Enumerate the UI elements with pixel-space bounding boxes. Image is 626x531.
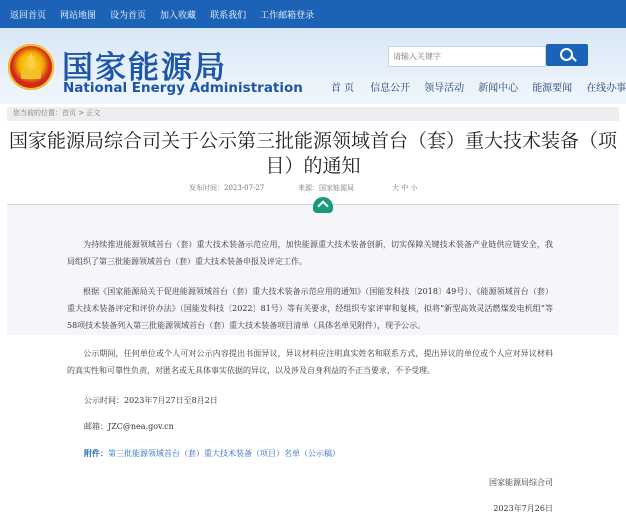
contact-email: 邮箱：JZC@nea.gov.cn (84, 422, 174, 431)
search-box (388, 46, 546, 67)
nav-energy-news[interactable]: 能源要闻 (532, 83, 573, 94)
article-paragraph-3: 公示期间，任何单位或个人可对公示内容提出书面异议，异议材料应注明真实姓名和联系方式，提出异议的单位或个人应对异议材料的真实性和可靠性负责，对匿名或无具体事实依据的异议，以及涉及自身利益的不正当要求，不予受理。 (67, 349, 553, 375)
article-paragraph-1: 为持续推进能源领域首台（套）重大技术装备示范应用，加快能源重大技术装备创新，切实保障关键技术装备产业链供应链安全，我局组织了第三批能源领域首台（套）重大技术装备申报及评定工作。 (67, 240, 553, 266)
national-emblem-icon: ★ (8, 44, 54, 90)
article-source: 来源：国家能源局 (298, 184, 354, 192)
article-title: 国家能源局综合司关于公示第三批能源领域首台（套）重大技术装备（项目）的通知 (8, 130, 617, 177)
site-logo-en: National Energy Administration (63, 80, 303, 96)
breadcrumb-text[interactable]: 您当前的位置：首页 > 正文 (13, 109, 101, 117)
link-set-homepage[interactable]: 设为首页 (110, 10, 147, 21)
link-work-email[interactable]: 工作邮箱登录 (260, 10, 315, 21)
attachment-link[interactable]: 第三批能源领域首台（套）重大技术装备（项目）名单（公示稿） (108, 449, 340, 458)
nav-online-service[interactable]: 在线办事 (586, 83, 626, 94)
attachment-line (84, 448, 340, 459)
sign-date: 2023年7月26日 (493, 504, 553, 513)
chevron-up-icon (317, 200, 328, 211)
breadcrumb (7, 107, 619, 121)
notice-period: 公示时间：2023年7月27日至8月2日 (84, 396, 218, 405)
article-paragraph-2: 根据《国家能源局关于促进能源领域首台（套）重大技术装备示范应用的通知》（国能发科技〔2018〕49号）、《能源领域首台（套）重大技术装备评定和评价办法》（国能发科技〔2022〕81号）等有关要求，经组织专家评审和复核，拟将“新型高效灵活燃煤发电机组”等58项技术装备列入第三批能源领域首台（套）重大技术装备项目清单（具体名单见附件），现予公示。 (67, 287, 553, 330)
utility-links (10, 0, 314, 28)
site-logo-cn[interactable]: 国家能源局 (62, 50, 227, 86)
link-home[interactable]: 返回首页 (10, 10, 47, 21)
article-meta (0, 183, 626, 195)
font-size-switch[interactable]: 大 中 小 (392, 184, 418, 192)
link-contact[interactable]: 联系我们 (210, 10, 247, 21)
search-button[interactable] (546, 44, 588, 66)
nav-leadership[interactable]: 领导活动 (424, 83, 465, 94)
link-add-favorite[interactable]: 加入收藏 (160, 10, 197, 21)
masthead (0, 28, 626, 104)
publish-time: 发布时间：2023-07-27 (189, 184, 265, 192)
nav-news[interactable]: 新闻中心 (478, 83, 519, 94)
search-input[interactable] (393, 49, 539, 63)
signer: 国家能源局综合司 (489, 478, 553, 487)
link-sitemap[interactable]: 网站地图 (60, 10, 97, 21)
collapse-button[interactable] (313, 197, 333, 213)
main-nav (331, 79, 626, 94)
top-utility-bar (0, 0, 626, 28)
nav-home[interactable]: 首 页 (331, 83, 355, 94)
nav-info-disclosure[interactable]: 信息公开 (370, 83, 411, 94)
attachment-label: 附件： (84, 448, 108, 458)
search-icon (560, 48, 573, 61)
